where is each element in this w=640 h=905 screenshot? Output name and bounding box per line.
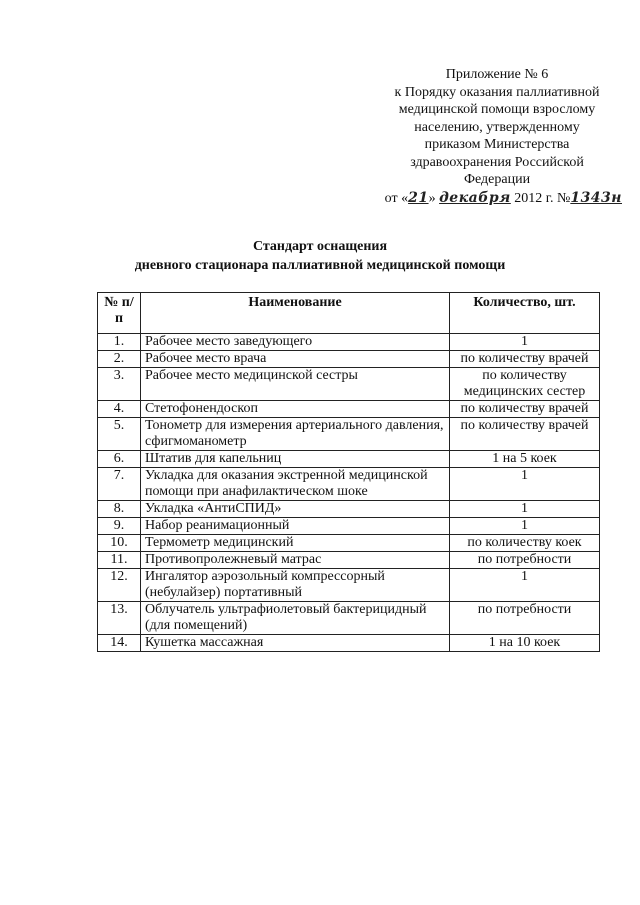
row-quantity: по потребности <box>450 602 600 635</box>
appendix-header <box>372 66 622 207</box>
row-name: Тонометр для измерения артериального давления, сфигмоманометр <box>141 418 450 451</box>
appendix-line: приказом Министерства <box>424 137 570 152</box>
row-quantity: 1 <box>450 334 600 351</box>
table-row <box>98 334 600 351</box>
table-row <box>98 418 600 451</box>
row-number: 6. <box>98 451 141 468</box>
appendix-line: здравоохранения Российской <box>410 154 584 170</box>
row-number: 2. <box>98 351 141 368</box>
date-mid: » <box>428 190 436 206</box>
row-quantity: 1 <box>450 468 600 501</box>
table-row <box>98 368 600 401</box>
date-day: 21 <box>408 189 429 206</box>
column-header-name: Наименование <box>141 293 450 334</box>
row-name: Укладка для оказания экстренной медицинской помощи при анафилактическом шоке <box>141 468 450 501</box>
row-name: Облучатель ультрафиолетовый бактерицидный (для помещений) <box>141 602 450 635</box>
row-number: 13. <box>98 602 141 635</box>
table-row <box>98 351 600 368</box>
document-subtitle: дневного стационара паллиативной медицинской помощи <box>134 258 506 273</box>
date-year: 2012 г. № <box>514 190 571 206</box>
table-header-row <box>98 293 600 334</box>
document-title: Стандарт оснащения <box>252 239 388 254</box>
order-date-line <box>372 190 622 208</box>
row-name: Стетофонендоскоп <box>141 401 450 418</box>
table-row <box>98 552 600 569</box>
row-name: Рабочее место врача <box>141 351 450 368</box>
row-number: 3. <box>98 368 141 401</box>
row-number: 8. <box>98 501 141 518</box>
row-quantity: 1 на 5 коек <box>450 451 600 468</box>
table-row <box>98 501 600 518</box>
row-number: 10. <box>98 535 141 552</box>
row-quantity: 1 <box>450 569 600 602</box>
row-name: Рабочее место медицинской сестры <box>141 368 450 401</box>
table-row <box>98 535 600 552</box>
table-row <box>98 468 600 501</box>
row-quantity: по количеству медицинских сестер <box>450 368 600 401</box>
row-name: Термометр медицинский <box>141 535 450 552</box>
row-quantity: по количеству врачей <box>450 351 600 368</box>
date-month: декабря <box>439 189 511 206</box>
row-quantity: 1 <box>450 501 600 518</box>
table-row <box>98 602 600 635</box>
row-number: 1. <box>98 334 141 351</box>
row-name: Противопролежневый матрас <box>141 552 450 569</box>
row-number: 4. <box>98 401 141 418</box>
row-number: 11. <box>98 552 141 569</box>
row-quantity: по количеству врачей <box>450 401 600 418</box>
equipment-table <box>97 292 600 652</box>
row-name: Укладка «АнтиСПИД» <box>141 501 450 518</box>
table-row <box>98 635 600 652</box>
appendix-line: Федерации <box>463 172 531 187</box>
row-name: Кушетка массажная <box>141 635 450 652</box>
row-quantity: по количеству врачей <box>450 418 600 451</box>
row-name: Рабочее место заведующего <box>141 334 450 351</box>
row-quantity: 1 <box>450 518 600 535</box>
table-row <box>98 569 600 602</box>
appendix-title: Приложение № 6 <box>445 67 549 82</box>
row-quantity: по потребности <box>450 552 600 569</box>
appendix-line: медицинской помощи взрослому <box>398 102 596 117</box>
row-number: 5. <box>98 418 141 451</box>
column-header-quantity: Количество, шт. <box>450 293 600 334</box>
table-row <box>98 518 600 535</box>
date-prefix: от « <box>384 190 409 206</box>
table-row <box>98 401 600 418</box>
row-quantity: по количеству коек <box>450 535 600 552</box>
row-name: Ингалятор аэрозольный компрессорный (небулайзер) портативный <box>141 569 450 602</box>
appendix-line: населению, утвержденному <box>414 119 580 135</box>
row-name: Набор реанимационный <box>141 518 450 535</box>
row-number: 12. <box>98 569 141 602</box>
row-number: 14. <box>98 635 141 652</box>
order-number: 1343н <box>570 189 622 206</box>
table-row <box>98 451 600 468</box>
row-number: 9. <box>98 518 141 535</box>
row-number: 7. <box>98 468 141 501</box>
appendix-line: к Порядку оказания паллиативной <box>394 84 600 100</box>
row-quantity: 1 на 10 коек <box>450 635 600 652</box>
row-name: Штатив для капельниц <box>141 451 450 468</box>
column-header-number: № п/п <box>98 293 141 334</box>
